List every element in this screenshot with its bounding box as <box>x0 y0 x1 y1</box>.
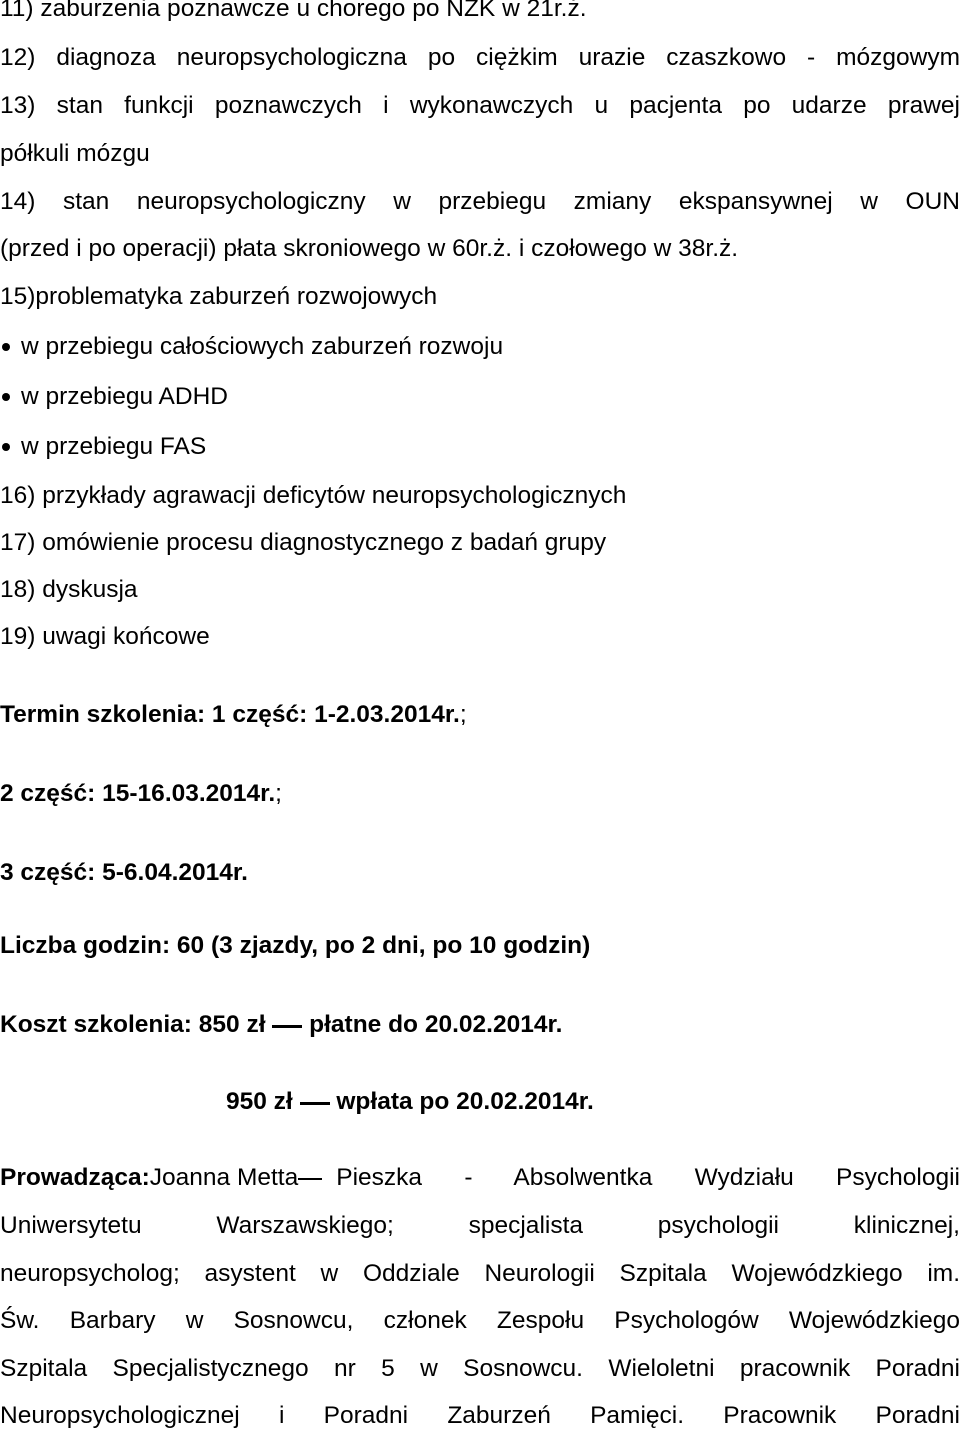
program-item-13: 13) stan funkcji poznawczych i wykonawczych u pacjenta po udarze prawej <box>0 92 960 119</box>
program-item-12: 12) diagnoza neuropsychologiczna po ciężkim urazie czaszkowo - mózgowym <box>0 44 960 71</box>
program-item-13-cont: półkuli mózgu <box>0 140 150 167</box>
bullet-icon <box>2 393 10 401</box>
term-part-2-suffix: ; <box>275 780 282 807</box>
program-item-11: 11) zaburzenia poznawcze u chorego po NZK w 21r.ż. <box>0 0 587 22</box>
hours-line: Liczba godzin: 60 (3 zjazdy, po 2 dni, po 10 godzin) <box>0 932 591 959</box>
instructor-line-2: Uniwersytetu Warszawskiego; specjalista psychologii klinicznej, <box>0 1212 960 1239</box>
cost-line-2 <box>226 1087 926 1117</box>
program-item-14: 14) stan neuropsychologiczny w przebiegu zmiany ekspansywnej w OUN <box>0 188 960 215</box>
bullet-text: w przebiegu ADHD <box>21 383 228 410</box>
instructor-line-4: Św. Barbary w Sosnowcu, członek Zespołu Psychologów Wojewódzkiego <box>0 1307 960 1334</box>
bullet-text: w przebiegu FAS <box>21 433 207 460</box>
cost-line-1-prefix: Koszt szkolenia: 850 zł <box>0 1011 266 1038</box>
dash-icon <box>298 1178 322 1180</box>
bullet-item <box>0 432 960 462</box>
program-item-18: 18) dyskusja <box>0 576 138 603</box>
cost-line-1 <box>0 1010 960 1040</box>
bullet-item <box>0 332 960 362</box>
program-item-14-cont: (przed i po operacji) płata skroniowego w 60r.ż. i czołowego w 38r.ż. <box>0 235 739 262</box>
instructor-label: Prowadząca: <box>0 1164 150 1191</box>
cost-line-2-prefix: 950 zł <box>226 1088 293 1115</box>
term-part-3-text: 3 część: 5-6.04.2014r. <box>0 859 248 886</box>
bullet-item <box>0 382 960 412</box>
cost-line-2-suffix: wpłata po 20.02.2014r. <box>336 1088 594 1115</box>
instructor-name-rest: Pieszka - Absolwentka Wydziału Psychologii <box>336 1164 960 1191</box>
bullet-text: w przebiegu całościowych zaburzeń rozwoju <box>21 333 504 360</box>
instructor-line-6: Neuropsychologicznej i Poradni Zaburzeń Pamięci. Pracownik Poradni <box>0 1402 960 1429</box>
instructor-line-1 <box>0 1163 960 1193</box>
term-part-1 <box>0 700 960 730</box>
term-part-2 <box>0 779 960 809</box>
term-part-2-text: 2 część: 15-16.03.2014r. <box>0 780 276 807</box>
dash-icon <box>300 1102 330 1105</box>
program-item-16: 16) przykłady agrawacji deficytów neuropsychologicznych <box>0 482 627 509</box>
program-item-19: 19) uwagi końcowe <box>0 623 210 650</box>
program-item-15: 15)problematyka zaburzeń rozwojowych <box>0 283 438 310</box>
term-part-1-suffix: ; <box>459 701 467 728</box>
bullet-icon <box>2 343 10 351</box>
bullet-icon <box>2 443 10 451</box>
term-part-3 <box>0 858 960 888</box>
program-item-17: 17) omówienie procesu diagnostycznego z badań grupy <box>0 529 607 556</box>
instructor-name-first: Joanna Metta <box>149 1164 299 1191</box>
cost-line-1-suffix: płatne do 20.02.2014r. <box>309 1011 563 1038</box>
term-part-1-text: Termin szkolenia: 1 część: 1-2.03.2014r. <box>0 701 460 728</box>
instructor-line-3: neuropsycholog; asystent w Oddziale Neurologii Szpitala Wojewódzkiego im. <box>0 1260 960 1287</box>
dash-icon <box>272 1025 302 1028</box>
instructor-line-5: Szpitala Specjalistycznego nr 5 w Sosnowcu. Wieloletni pracownik Poradni <box>0 1355 960 1382</box>
